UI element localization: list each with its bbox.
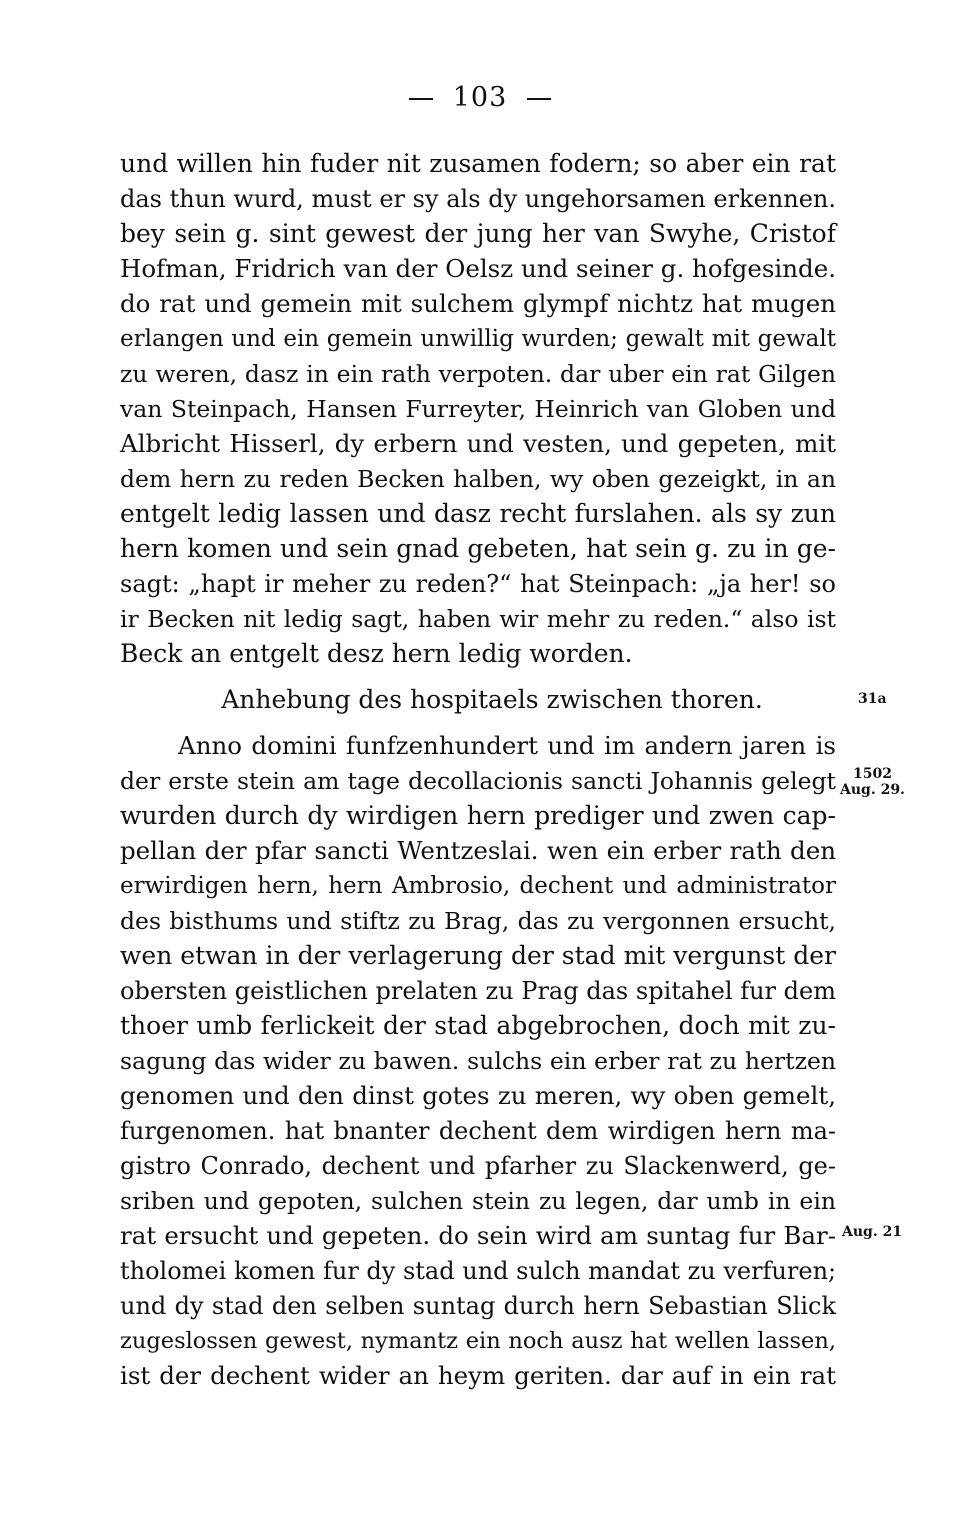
text-line: sriben und gepoten, sulchen stein zu legen, dar umb in ein (120, 1187, 836, 1215)
text-line: furgenomen. hat bnanter dechent dem wirdigen hern ma- (120, 1117, 836, 1145)
text-line: und willen hin fuder nit zusamen fodern; so aber ein rat (120, 149, 836, 178)
text-line: Albricht Hisserl, dy erbern und vesten, und gepeten, mit (120, 429, 836, 458)
margin-note-date-1502 (840, 766, 905, 798)
text-line: pellan der pfar sancti Wentzeslai. wen ein erber rath den (120, 836, 836, 865)
text-line: Beck an entgelt desz hern ledig worden. (120, 639, 633, 668)
margin-note-date: Aug. 29. (840, 782, 905, 798)
text-line: sagt: „hapt ir meher zu reden?“ hat Steinpach: „ja her! so (120, 570, 836, 598)
text-line: das thun wurd, must er sy als dy ungehorsamen erkennen. (120, 185, 836, 213)
text-line: ir Becken nit ledig sagt, haben wir mehr zu reden.“ also ist (120, 605, 836, 633)
text-line: hern komen und sein gnad gebeten, hat sein g. zu in ge- (120, 534, 836, 563)
text-line: wen etwan in der verlagerung der stad mit vergunst der (120, 941, 836, 970)
text-line: zugeslossen gewest, nymantz ein noch ausz hat wellen lassen, (120, 1328, 836, 1354)
margin-note-folio: 31a (858, 691, 887, 707)
page-number (0, 82, 960, 113)
page-number-text: 103 (452, 82, 508, 113)
text-line: der erste stein am tage decollacionis sancti Johannis gelegt (120, 767, 836, 795)
text-line: bey sein g. sint gewest der jung her van Swyhe, Cristof (120, 219, 836, 248)
text-line: tholomei komen fur dy stad und sulch mandat zu verfuren; (120, 1257, 837, 1285)
text-line: genomen und den dinst gotes zu meren, wy oben gemelt, (120, 1081, 836, 1110)
text-line: entgelt ledig lassen und dasz recht furslahen. als sy zun (120, 499, 836, 528)
margin-note-year: 1502 (852, 766, 892, 782)
text-line: van Steinpach, Hansen Furreyter, Heinrich van Globen und (120, 395, 836, 423)
margin-note-date-aug-21: Aug. 21 (842, 1224, 903, 1240)
left-dash (409, 98, 433, 100)
right-dash (527, 98, 551, 100)
text-line: dem hern zu reden Becken halben, wy oben gezeigkt, in an (120, 465, 836, 493)
text-line: erlangen und ein gemein unwillig wurden; gewalt mit gewalt (120, 326, 836, 352)
text-line: thoer umb ferlickeit der stad abgebrochen, doch mit zu- (120, 1011, 836, 1040)
text-line: gistro Conrado, dechent und pfarher zu Slackenwerd, ge- (120, 1152, 836, 1180)
text-line: ist der dechent wider an heym geriten. dar auf in ein rat (120, 1361, 836, 1390)
text-line: wurden durch dy wirdigen hern prediger und zwen cap- (120, 801, 836, 830)
text-line: des bisthums und stiftz zu Brag, das zu vergonnen ersucht, (120, 907, 836, 935)
text-line: Anno domini funfzenhundert und im andern jaren is (178, 731, 836, 760)
section-heading: Anhebung des hospitaels zwischen thoren. (221, 685, 763, 714)
text-line: und dy stad den selben suntag durch hern Sebastian Slick (120, 1292, 836, 1320)
text-line: do rat und gemein mit sulchem glympf nichtz hat mugen (120, 289, 836, 318)
text-line: erwirdigen hern, hern Ambrosio, dechent und administrator (120, 873, 836, 899)
text-line: sagung das wider zu bawen. sulchs ein erber rat zu hertzen (120, 1047, 836, 1075)
text-line: obersten geistlichen prelaten zu Prag das spitahel fur dem (120, 977, 836, 1005)
text-line: Hofman, Fridrich van der Oelsz und seiner g. hofgesinde. (120, 254, 836, 283)
text-line: rat ersucht und gepeten. do sein wird am suntag fur Bar- (120, 1221, 836, 1250)
text-line: zu weren, dasz in ein rath verpoten. dar uber ein rat Gilgen (120, 360, 836, 388)
